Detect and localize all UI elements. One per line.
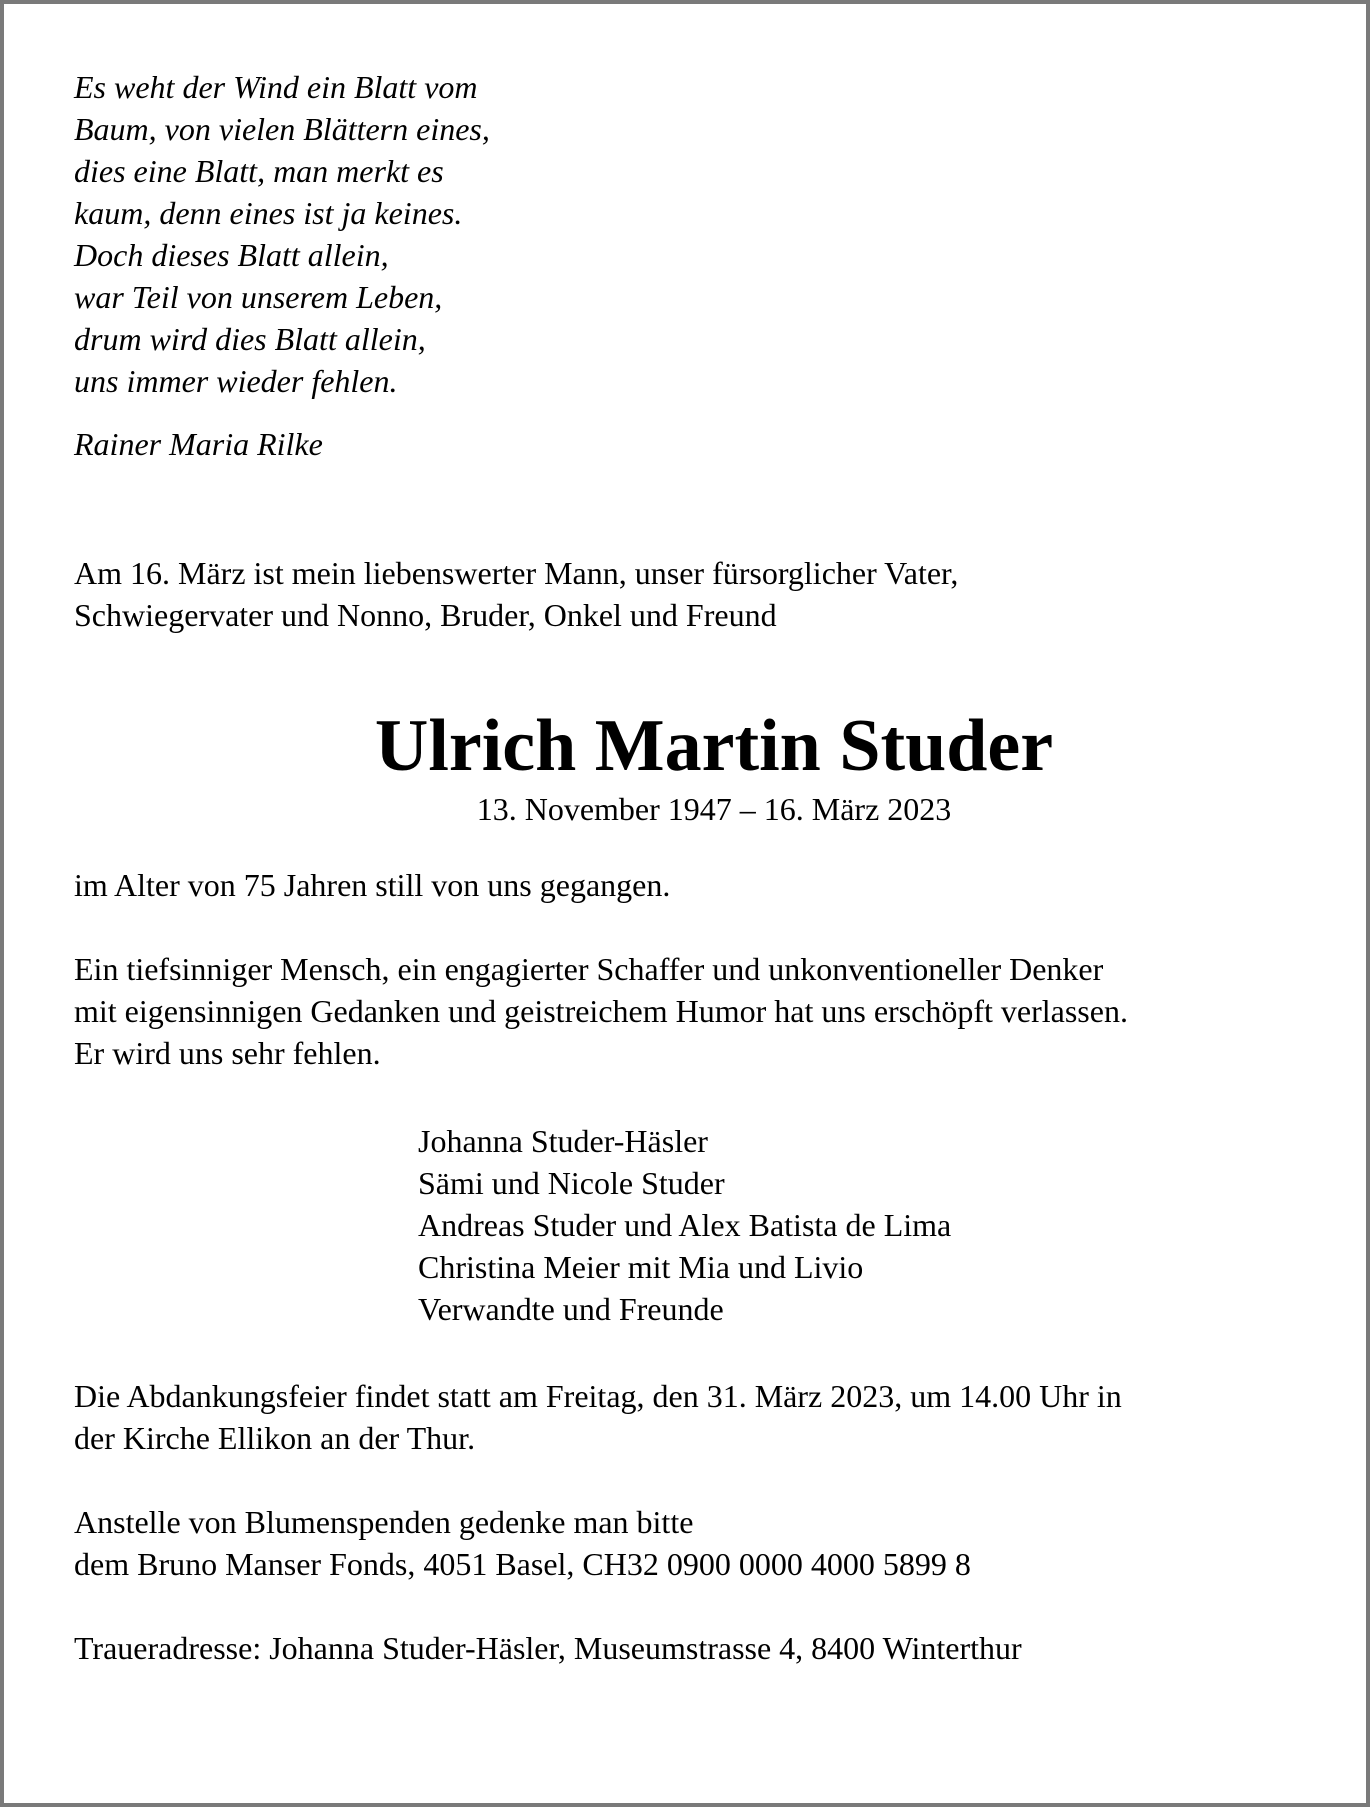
poem-author: Rainer Maria Rilke — [74, 426, 323, 462]
poem-line: Es weht der Wind ein Blatt vom — [74, 69, 478, 105]
poem-line: kaum, denn eines ist ja keines. — [74, 195, 463, 231]
intro-line: Schwiegervater und Nonno, Bruder, Onkel und Freund — [74, 597, 777, 633]
donation-paragraph — [74, 1501, 1314, 1585]
life-dates: 13. November 1947 – 16. März 2023 — [476, 791, 952, 827]
mourning-address — [74, 1627, 1314, 1669]
passed-line: im Alter von 75 Jahren still von uns gegangen. — [74, 867, 671, 903]
intro-paragraph — [74, 552, 1314, 636]
donation-line: Anstelle von Blumenspenden gedenke man bitte — [74, 1504, 694, 1540]
mourner-name: Sämi und Nicole Studer — [418, 1165, 725, 1201]
ceremony-paragraph — [74, 1375, 1314, 1459]
donation-line: dem Bruno Manser Fonds, 4051 Basel, CH32 0900 0000 4000 5899 8 — [74, 1546, 971, 1582]
mourner-name: Christina Meier mit Mia und Livio — [418, 1249, 864, 1285]
deceased-name: Ulrich Martin Studer — [374, 705, 1054, 787]
poem-line: Baum, von vielen Blättern eines, — [74, 111, 490, 147]
poem — [74, 66, 1314, 465]
tribute-line: Er wird uns sehr fehlen. — [74, 1035, 381, 1071]
mourner-name: Verwandte und Freunde — [418, 1291, 724, 1327]
address-line: Traueradresse: Johanna Studer-Häsler, Museumstrasse 4, 8400 Winterthur — [74, 1630, 1022, 1666]
poem-line: Doch dieses Blatt allein, — [74, 237, 389, 273]
mourner-name: Johanna Studer-Häsler — [418, 1123, 708, 1159]
mourner-name: Andreas Studer und Alex Batista de Lima — [418, 1207, 952, 1243]
tribute-paragraph — [74, 948, 1314, 1074]
poem-line: uns immer wieder fehlen. — [74, 363, 398, 399]
tribute-line: Ein tiefsinniger Mensch, ein engagierter Schaffer und unkonventioneller Denker — [74, 951, 1104, 987]
ceremony-line: Die Abdankungsfeier findet statt am Freitag, den 31. März 2023, um 14.00 Uhr in — [74, 1378, 1122, 1414]
passed-paragraph — [74, 864, 1314, 906]
intro-line: Am 16. März ist mein liebenswerter Mann, unser fürsorglicher Vater, — [74, 555, 959, 591]
poem-line: dies eine Blatt, man merkt es — [74, 153, 444, 189]
tribute-line: mit eigensinnigen Gedanken und geistreichem Humor hat uns erschöpft verlassen. — [74, 993, 1128, 1029]
ceremony-line: der Kirche Ellikon an der Thur. — [74, 1420, 476, 1456]
mourners-list — [74, 1120, 1314, 1330]
poem-line: war Teil von unserem Leben, — [74, 279, 443, 315]
obituary-content — [74, 66, 1314, 1669]
poem-line: drum wird dies Blatt allein, — [74, 321, 426, 357]
